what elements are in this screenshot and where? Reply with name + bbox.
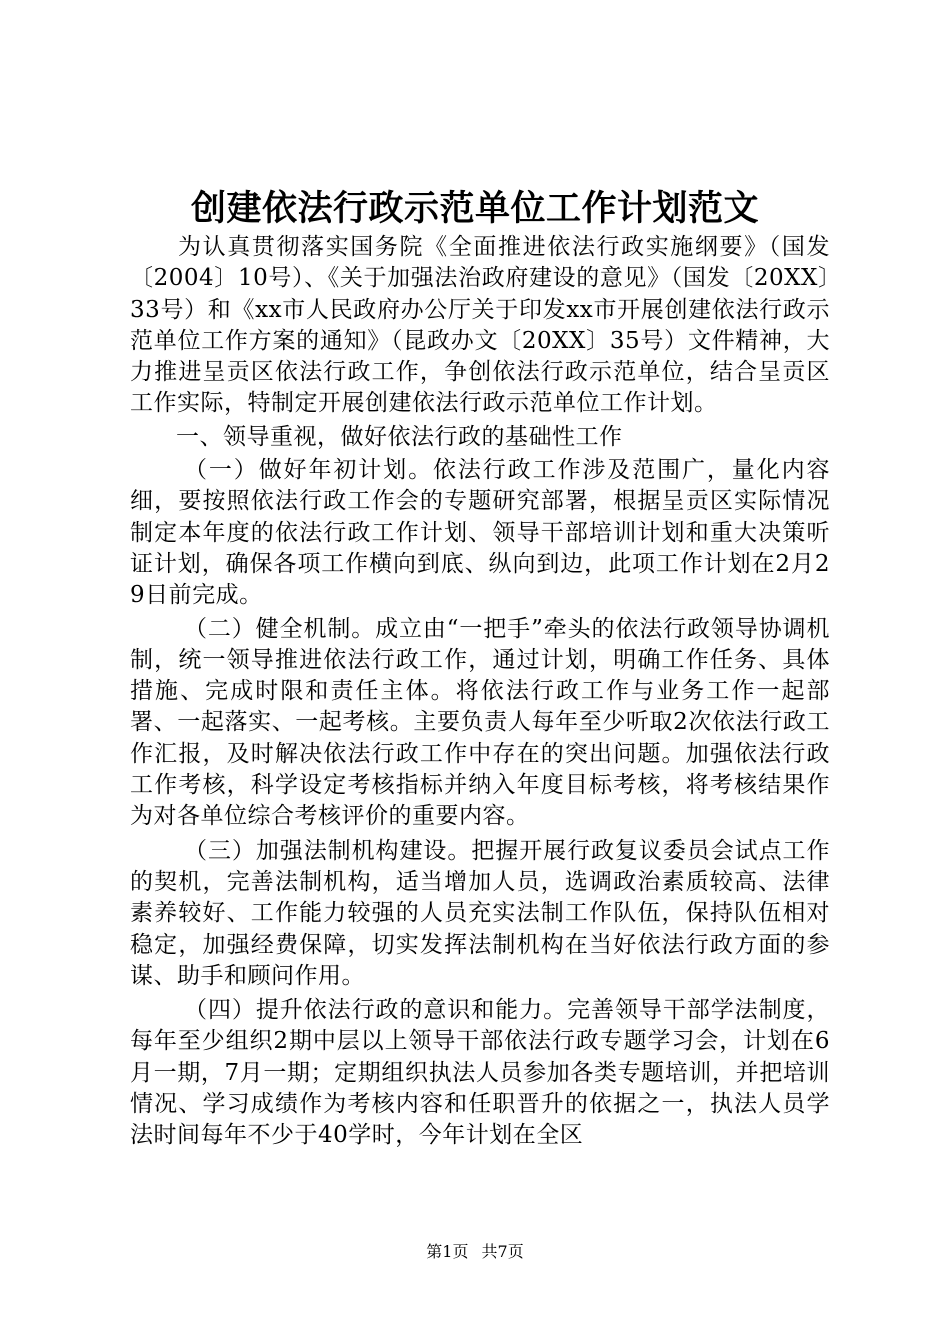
paragraph-item-1: （一）做好年初计划。依法行政工作涉及范围广，量化内容细，要按照依法行政工作会的专题研究部署，根据呈贡区实际情况制定本年度的依法行政工作计划、领导干部培训计划和重大决策听证计划，确保各项工作横向到底、纵向到边，此项工作计划在2月29日前完成。 <box>130 457 830 609</box>
intro-paragraph: 为认真贯彻落实国务院《全面推进依法行政实施纲要》（国发〔2004〕10号）、《关于加强法治政府建设的意见》（国发〔20XX〕33号）和《xx市人民政府办公厅关于印发xx市开展创建依法行政示范单位工作方案的通知》（昆政办文〔20XX〕35号）文件精神，大力推进呈贡区依法行政工作，争创依法行政示范单位，结合呈贡区工作实际，特制定开展创建依法行政示范单位工作计划。 <box>130 234 830 417</box>
section-heading-1: 一、领导重视，做好依法行政的基础性工作 <box>176 423 623 450</box>
page-total: 共7页 <box>481 1242 524 1261</box>
paragraph-item-3: （三）加强法制机构建设。把握开展行政复议委员会试点工作的契机，完善法制机构，适当增加人员，选调政治素质较高、法律素养较好、工作能力较强的人员充实法制工作队伍，保持队伍相对稳定，加强经费保障，切实发挥法制机构在当好依法行政方面的参谋、助手和顾问作用。 <box>130 837 830 989</box>
paragraph-item-4: （四）提升依法行政的意识和能力。完善领导干部学法制度，每年至少组织2期中层以上领导干部依法行政专题学习会，计划在6月一期，7月一期；定期组织执法人员参加各类专题培训，并把培训情况、学习成绩作为考核内容和任职晋升的依据之一，执法人员学法时间每年不少于40学时，今年计划在全区 <box>130 997 830 1149</box>
page-number: 第1页 <box>426 1242 469 1261</box>
document-body <box>130 232 830 1152</box>
paragraph-item-2: （二）健全机制。成立由“一把手”牵头的依法行政领导协调机制，统一领导推进依法行政工作，通过计划，明确工作任务、具体措施、完成时限和责任主体。将依法行政工作与业务工作一起部署、一起落实、一起考核。主要负责人每年至少听取2次依法行政工作汇报，及时解决依法行政工作中存在的突出问题。加强依法行政工作考核，科学设定考核指标并纳入年度目标考核，将考核结果作为对各单位综合考核评价的重要内容。 <box>130 615 830 830</box>
page-footer <box>0 1242 950 1262</box>
document-title: 创建依法行政示范单位工作计划范文 <box>190 188 759 229</box>
